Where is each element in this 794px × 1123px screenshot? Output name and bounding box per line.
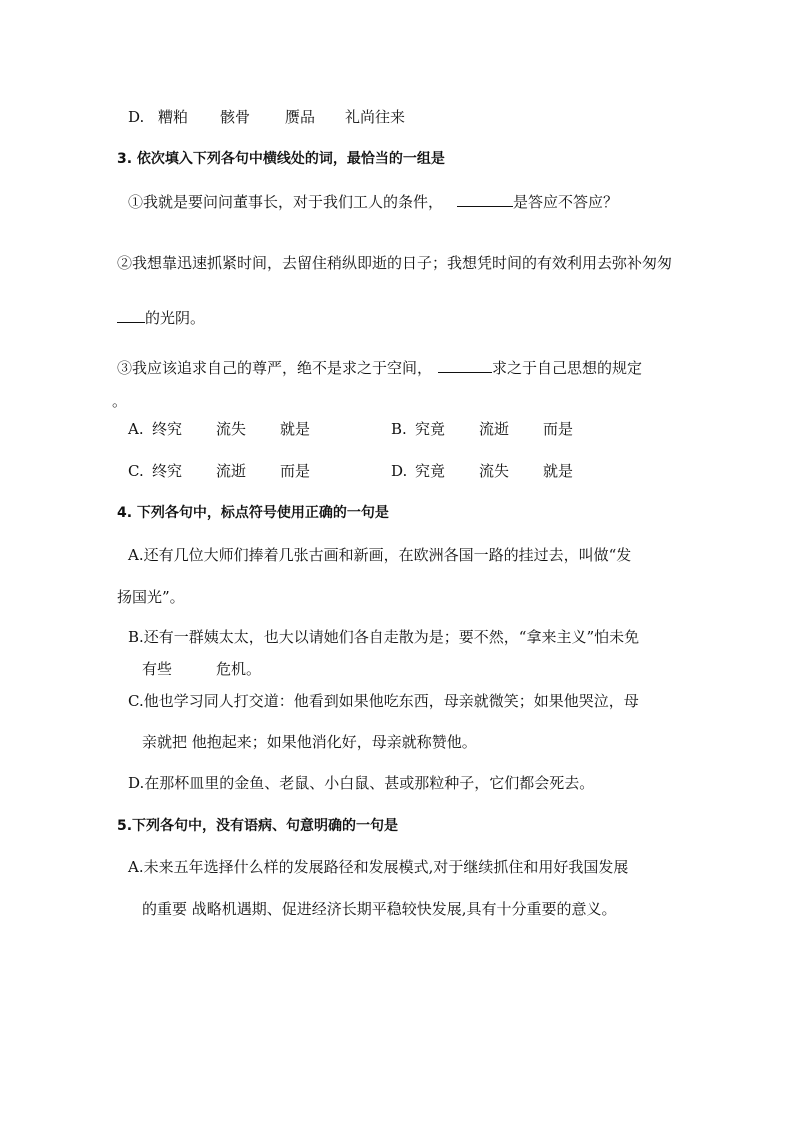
option-word: 糟粕 — [158, 108, 189, 126]
q4-option-b-line-1: B.还有一群姨太太，也大以请她们各自走散为是；要不然，“拿来主义”怕未免 — [128, 628, 640, 646]
q3-sentence-3-end: 。 — [112, 392, 128, 410]
option-word: 骸骨 — [220, 108, 251, 126]
q2-option-d — [128, 106, 405, 128]
q4-option-a-line-2: 扬国光”。 — [117, 588, 185, 606]
q5-option-a-line-1: A.未来五年选择什么样的发展路径和发展模式,对于继续抓住和用好我国发展 — [128, 858, 629, 876]
q4-option-c-line-2: 亲就把 他抱起来；如果他消化好，母亲就称赞他。 — [142, 733, 477, 751]
option-word: 流逝 — [479, 420, 510, 438]
sentence-text: 求之于自己思想的规定 — [492, 359, 643, 377]
sentence-text: 有些 — [142, 660, 173, 678]
sentence-text: ①我就是要问问董事长，对于我们工人的条件， — [128, 193, 444, 211]
option-word: 而是 — [543, 420, 574, 438]
fill-blank — [117, 306, 145, 323]
option-word: 流失 — [216, 420, 247, 438]
q3-sentence-2-line-1: ②我想靠迅速抓紧时间，去留住稍纵即逝的日子；我想凭时间的有效利用去弥补匆匆 — [117, 254, 673, 272]
q5-option-a-line-2: 的重要 战略机遇期、促进经济长期平稳较快发展,具有十分重要的意义。 — [142, 900, 617, 918]
option-label: B. — [391, 420, 407, 438]
question-5-title: 5.下列各句中，没有语病、句意明确的一句是 — [117, 818, 399, 834]
q3-sentence-3 — [117, 356, 642, 379]
option-word: 就是 — [280, 420, 311, 438]
sentence-text: 的光阴。 — [145, 309, 206, 327]
option-word: 究竟 — [415, 420, 446, 438]
q3-option-a — [128, 418, 310, 440]
option-word: 流失 — [479, 462, 510, 480]
q4-option-d: D.在那杯皿里的金鱼、老鼠、小白鼠、甚或那粒种子，它们都会死去。 — [128, 774, 595, 792]
option-label: C. — [128, 462, 144, 480]
q3-option-b — [391, 418, 573, 440]
sentence-text: ③我应该追求自己的尊严，绝不是求之于空间， — [117, 359, 433, 377]
option-word: 而是 — [280, 462, 311, 480]
option-label: D. — [128, 108, 145, 126]
fill-blank — [457, 190, 513, 207]
question-4-title: 4. 下列各句中，标点符号使用正确的一句是 — [117, 505, 389, 521]
option-word: 流逝 — [216, 462, 247, 480]
option-word: 究竟 — [415, 462, 446, 480]
option-word: 终究 — [152, 462, 183, 480]
question-3-title: 3. 依次填入下列各句中横线处的词，最恰当的一组是 — [117, 151, 445, 167]
sentence-text: 危机。 — [216, 660, 262, 678]
option-word: 就是 — [543, 462, 574, 480]
q3-option-c — [128, 460, 310, 482]
option-word: 终究 — [152, 420, 183, 438]
option-word: 赝品 — [285, 108, 316, 126]
option-word: 礼尚往来 — [345, 108, 406, 126]
fill-blank — [438, 356, 492, 373]
q3-sentence-2-line-2 — [117, 306, 205, 329]
option-label: A. — [128, 420, 144, 438]
q4-option-b-line-2 — [142, 658, 261, 680]
q4-option-c-line-1: C.他也学习同人打交道：他看到如果他吃东西，母亲就微笑；如果他哭泣，母 — [128, 692, 639, 710]
q4-option-a-line-1: A.还有几位大师们捧着几张古画和新画，在欧洲各国一路的挂过去，叫做“发 — [128, 546, 632, 564]
q3-sentence-1 — [128, 190, 618, 213]
q3-option-d — [391, 460, 573, 482]
sentence-text: 是答应不答应？ — [513, 193, 619, 211]
option-label: D. — [391, 462, 408, 480]
